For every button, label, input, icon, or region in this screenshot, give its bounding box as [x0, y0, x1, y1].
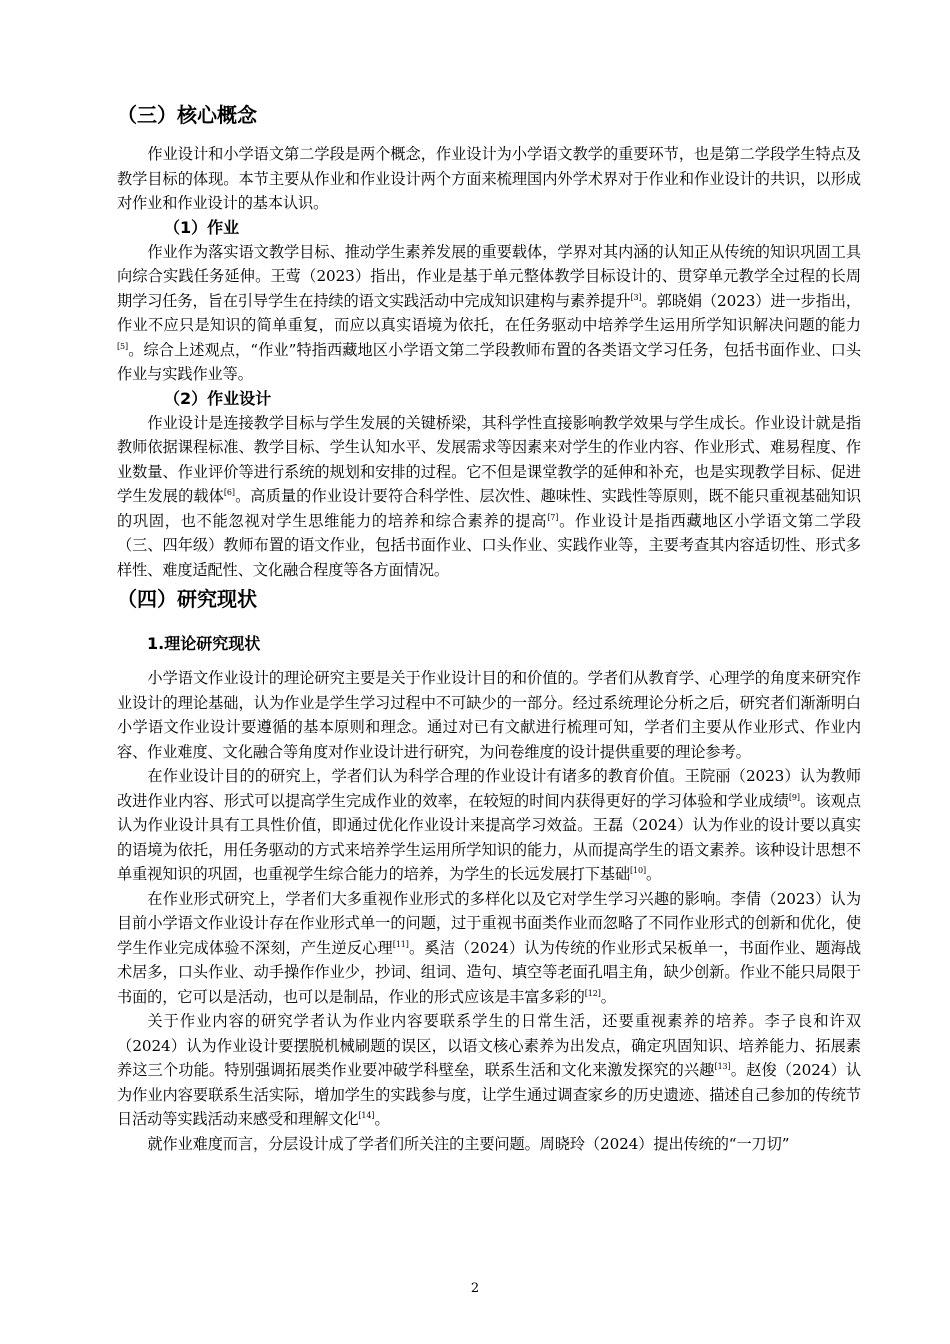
- text-run: 作业设计是连接教学目标与学生发展的关键桥梁，其科学性直接影响教学效果与学生成长。作业设计就是指教师依据课程标准、教学目标、学生认知水平、发展需求等因素来对学生的作业内容、作业形式、难易程度、作业数量、作业评价等进行系统的规划和安排的过程。它不但是课堂教学的延伸和补充，也是实现教学目标、促进学生发展的载体: [117, 413, 861, 505]
- text-run: 在作业形式研究上，学者们大多重视作业形式的多样化以及它对学生学习兴趣的影响。李倩（2023）认为目前小学语文作业设计存在作业形式单一的问题，过于重视书面类作业而忽略了不同作业形式的创新和优化，使学生作业完成体验不深刻，产生逆反心理: [117, 889, 861, 957]
- text-run: 。赵俊（2024）认为作业内容要联系生活实际，增加学生的实践参与度，让学生通过调查家乡的历史遗迹、描述自己参加的传统节日活动等实践活动来感受和理解文化: [117, 1061, 861, 1128]
- subheading-homework-design: （2）作业设计: [164, 388, 272, 408]
- text-run: 。综合上述观点，“作业”特指西藏地区小学语文第二学段教师布置的各类语文学习任务，包括书面作业、口头作业与实践作业等。: [117, 340, 861, 383]
- citation-marker: [14]: [358, 1111, 375, 1120]
- text-run: 关于作业内容的研究学者认为作业内容要联系学生的日常生活，还要重视素养的培养。李子良和许双（2024）认为作业设计要摆脱机械刷题的误区，以语文核心素养为出发点，确定巩固知识、培养能力、拓展素养这三个功能。特别强调拓展类作业要冲破学科壁垒，联系生活和文化来激发探究的兴趣: [117, 1012, 861, 1079]
- text-run: 。该观点认为作业设计具有工具性价值，即通过优化作业设计来提高学习效益。王磊（2024）认为作业的设计要以真实的语境为依托，用任务驱动的方式来培养学生运用所学知识的能力，从而提高学生的语文素养。该种设计思想不单重视知识的巩固，也重视学生综合能力的培养，为学生的长远发展打下基础: [117, 791, 861, 883]
- paragraph-design-purpose: [117, 764, 861, 887]
- citation-marker: [6]: [223, 488, 235, 497]
- citation-marker: [13]: [714, 1062, 731, 1071]
- text-run: 。奚洁（2024）认为传统的作业形式呆板单一，书面作业、题海战术居多，口头作业、动手操作作业少，抄词、组词、造句、填空等老面孔唱主角，缺少创新。作业不能只局限于书面的，它可以是活动，也可以是制品，作业的形式应该是丰富多彩的: [117, 938, 861, 1006]
- text-run: 作业作为落实语文教学目标、推动学生素养发展的重要载体，学界对其内涵的认知正从传统的知识巩固工具向综合实践任务延伸。王莺（2023）指出，作业是基于单元整体教学目标设计的、贯穿单元教学全过程的长周期学习任务，旨在引导学生在持续的语文实践活动中完成知识建构与素养提升: [117, 242, 861, 310]
- text-run: 。作业设计是指西藏地区小学语文第二学段（三、四年级）教师布置的语文作业，包括书面作业、口头作业、实践作业等，主要考查其内容适切性、形式多样性、难度适配性、文化融合程度等各方面情况。: [117, 511, 861, 579]
- citation-marker: [3]: [630, 292, 642, 302]
- page-content: [117, 100, 861, 1156]
- subheading-theory-research: 1.理论研究现状: [147, 634, 261, 653]
- text-run: 。郭晓娟（2023）进一步指出，作业不应只是知识的简单重复，而应以真实语境为依托，在任务驱动中培养学生运用所学知识解决问题的能力: [117, 291, 861, 334]
- paragraph-core-concepts-intro: 作业设计和小学语文第二学段是两个概念，作业设计为小学语文教学的重要环节，也是第二学段学生特点及教学目标的体现。本节主要从作业和作业设计两个方面来梳理国内外学术界对于作业和作业设计的共识，以形成对作业和作业设计的基本认识。: [117, 145, 861, 212]
- paragraph-homework-form: [117, 887, 861, 1010]
- citation-marker: [10]: [629, 866, 647, 875]
- citation-marker: [11]: [392, 939, 409, 949]
- text-run: 。高质量的作业设计要符合科学性、层次性、趣味性、实践性等原则，既不能只重视基础知识的巩固，也不能忽视对学生思维能力的培养和综合素养的提高: [117, 487, 861, 530]
- citation-marker: [5]: [117, 341, 129, 351]
- paragraph-theory-overview: 小学语文作业设计的理论研究主要是关于作业设计目的和价值的。学者们从教育学、心理学的角度来研究作业设计的理论基础，认为作业是学生学习过程中不可缺少的一部分。经过系统理论分析之后，研究者们渐渐明白小学语文作业设计要遵循的基本原则和理念。通过对已有文献进行梳理可知，学者们主要从作业形式、作业内容、作业难度、文化融合等角度对作业设计进行研究，为问卷维度的设计提供重要的理论参考。: [117, 669, 861, 761]
- subheading-homework: （1）作业: [164, 217, 240, 237]
- text-run: 。: [374, 1110, 390, 1128]
- page-number: 2: [470, 1281, 480, 1296]
- section-heading-core-concepts: （三）核心概念: [117, 103, 257, 127]
- paragraph-homework-design-definition: [117, 411, 861, 583]
- text-run: 。: [600, 987, 616, 1006]
- text-run: 。: [646, 865, 662, 883]
- citation-marker: [12]: [584, 988, 601, 998]
- section-heading-research-status: （四）研究现状: [117, 587, 257, 611]
- citation-marker: [7]: [547, 512, 559, 522]
- paragraph-homework-content: [117, 1009, 861, 1132]
- text-run: 在作业设计目的的研究上，学者们认为科学合理的作业设计有诸多的教育价值。王院丽（2023）认为教师改进作业内容、形式可以提高学生完成作业的效率，在较短的时间内获得更好的学习体验和学业成绩: [117, 767, 861, 810]
- paragraph-homework-difficulty: 就作业难度而言，分层设计成了学者们所关注的主要问题。周晓玲（2024）提出传统的“一刀切”: [147, 1134, 790, 1153]
- citation-marker: [9]: [788, 792, 800, 802]
- paragraph-homework-definition: [117, 240, 861, 387]
